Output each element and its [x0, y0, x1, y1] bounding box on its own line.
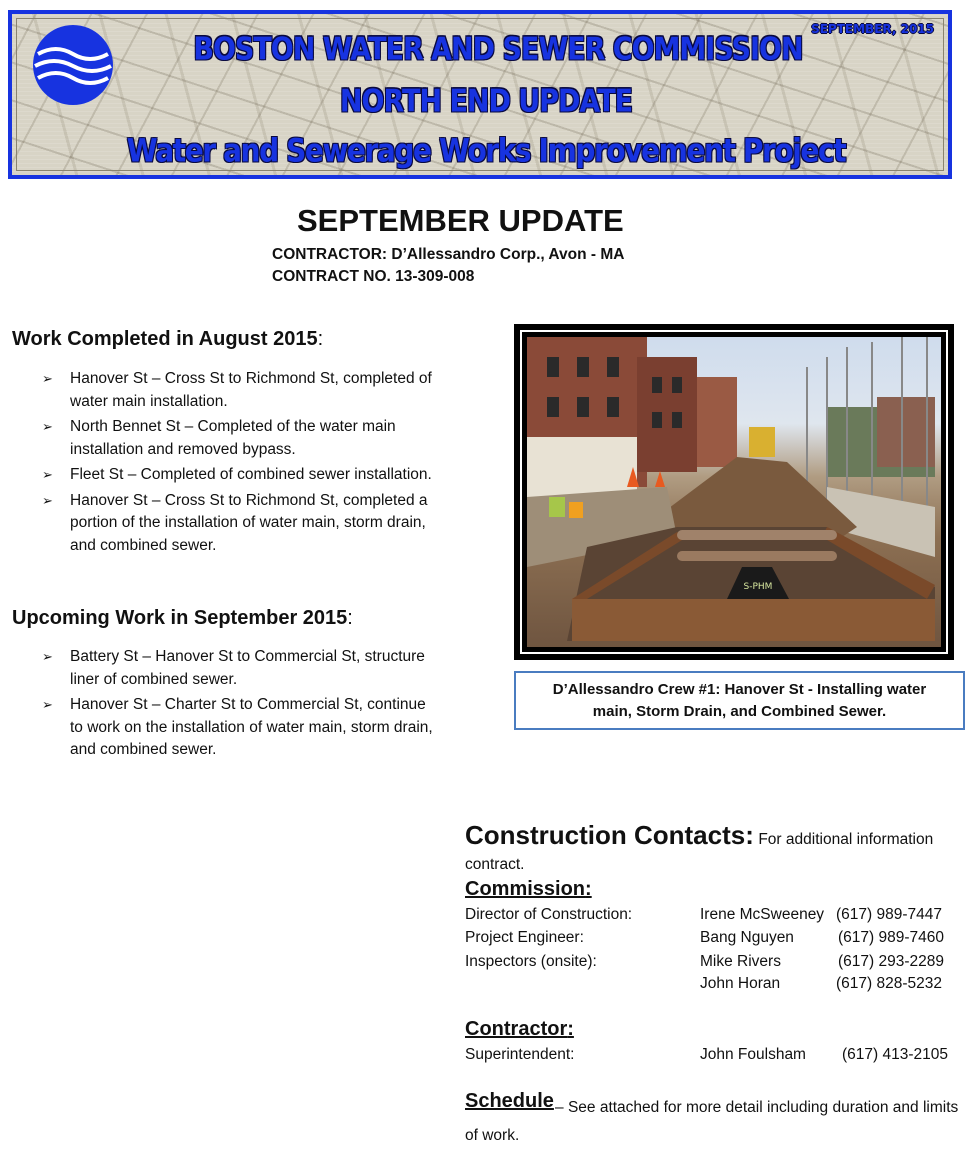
list-item-text: Battery St – Hanover St to Commercial St, structure liner of combined sewer.	[70, 648, 425, 688]
list-item-text: North Bennet St – Completed of the water main installation and removed bypass.	[70, 418, 396, 458]
photo-caption: D’Allessandro Crew #1: Hanover St - Installing water main, Storm Drain, and Combined Sewer.	[514, 671, 965, 730]
contact-name: John Foulsham	[700, 1046, 806, 1063]
banner-project: Water and Sewerage Works Improvement Project	[126, 131, 846, 170]
contractor-heading	[465, 1018, 574, 1041]
heading-colon: :	[585, 878, 592, 900]
arrow-bullet-icon: ➢	[42, 419, 53, 434]
list-item	[42, 646, 442, 691]
construction-contacts	[465, 820, 965, 851]
contacts-title: Construction Contacts:	[465, 820, 754, 850]
arrow-bullet-icon: ➢	[42, 492, 53, 508]
commission-heading	[465, 878, 592, 901]
work-completed-list	[42, 368, 442, 560]
contact-role: Project Engineer:	[465, 929, 584, 946]
construction-photo-frame	[514, 324, 954, 660]
contact-name: Mike Rivers	[700, 953, 781, 970]
upcoming-work-list	[42, 646, 442, 765]
contact-row	[465, 1046, 965, 1068]
contact-phone: (617) 413-2105	[842, 1046, 948, 1063]
contact-role: Director of Construction:	[465, 906, 633, 923]
list-item-text: Fleet St – Completed of combined sewer installation.	[70, 466, 432, 483]
list-item-text: Hanover St – Charter St to Commercial St, continue to work on the installation of water main, storm drain, and combined sewer.	[70, 696, 433, 758]
upcoming-work-heading-text: Upcoming Work in September 2015	[12, 607, 348, 629]
contact-name: John Horan	[700, 975, 781, 992]
contact-row	[465, 929, 965, 951]
photo-border	[520, 330, 948, 654]
upcoming-work-heading	[12, 607, 353, 630]
contacts-note-continued: contract.	[465, 856, 525, 873]
schedule-dash: –	[555, 1099, 564, 1116]
arrow-bullet-icon: ➢	[42, 697, 53, 712]
work-completed-heading	[12, 328, 323, 351]
banner-title: BOSTON WATER AND SEWER COMMISSION	[193, 31, 803, 68]
contact-row	[465, 975, 965, 997]
commission-heading-text: Commission	[465, 878, 586, 900]
contact-name: Bang Nguyen	[700, 929, 794, 946]
contact-phone: (617) 828-5232	[836, 975, 942, 992]
work-completed-heading-text: Work Completed in August 2015	[12, 328, 318, 350]
contact-role: Inspectors (onsite):	[465, 953, 597, 970]
contact-role: Superintendent:	[465, 1046, 575, 1063]
schedule-heading: Schedule	[465, 1090, 554, 1112]
contact-name: Irene McSweeney	[700, 906, 825, 923]
contact-phone: (617) 989-7460	[838, 929, 944, 946]
arrow-bullet-icon: ➢	[42, 371, 53, 386]
contract-number-line: CONTRACT NO. 13-309-008	[272, 268, 475, 285]
contractor-heading-text: Contractor	[465, 1018, 568, 1040]
arrow-bullet-icon: ➢	[42, 649, 53, 664]
contractor-line: CONTRACTOR: D’Allessandro Corp., Avon - MA	[272, 246, 625, 263]
heading-colon: :	[567, 1018, 574, 1040]
construction-scene-illustration	[527, 337, 935, 641]
construction-site-photo	[527, 337, 941, 647]
list-item	[42, 490, 442, 558]
contact-phone: (617) 989-7447	[836, 906, 942, 923]
list-item	[42, 694, 442, 762]
arrow-bullet-icon: ➢	[42, 467, 53, 482]
banner-date: SEPTEMBER, 2015	[811, 22, 934, 36]
newsletter-banner	[8, 10, 952, 179]
heading-colon: :	[317, 328, 324, 350]
contacts-note: For additional information	[758, 831, 934, 848]
contact-row	[465, 906, 965, 928]
page-title: SEPTEMBER UPDATE	[297, 203, 624, 238]
contact-phone: (617) 293-2289	[838, 953, 944, 970]
contact-row	[465, 953, 965, 975]
pipe-marking: S-PHM	[743, 582, 773, 592]
schedule-text: See attached for more detail including duration and limits of work.	[465, 1099, 959, 1144]
list-item	[42, 368, 442, 413]
heading-colon: :	[347, 607, 353, 629]
list-item	[42, 464, 442, 487]
list-item-text: Hanover St – Cross St to Richmond St, completed a portion of the installation of water main, storm drain, and combined sewer.	[70, 491, 428, 554]
banner-subtitle: NORTH END UPDATE	[339, 83, 633, 120]
list-item-text: Hanover St – Cross St to Richmond St, completed of water main installation.	[70, 370, 432, 410]
list-item	[42, 416, 442, 461]
